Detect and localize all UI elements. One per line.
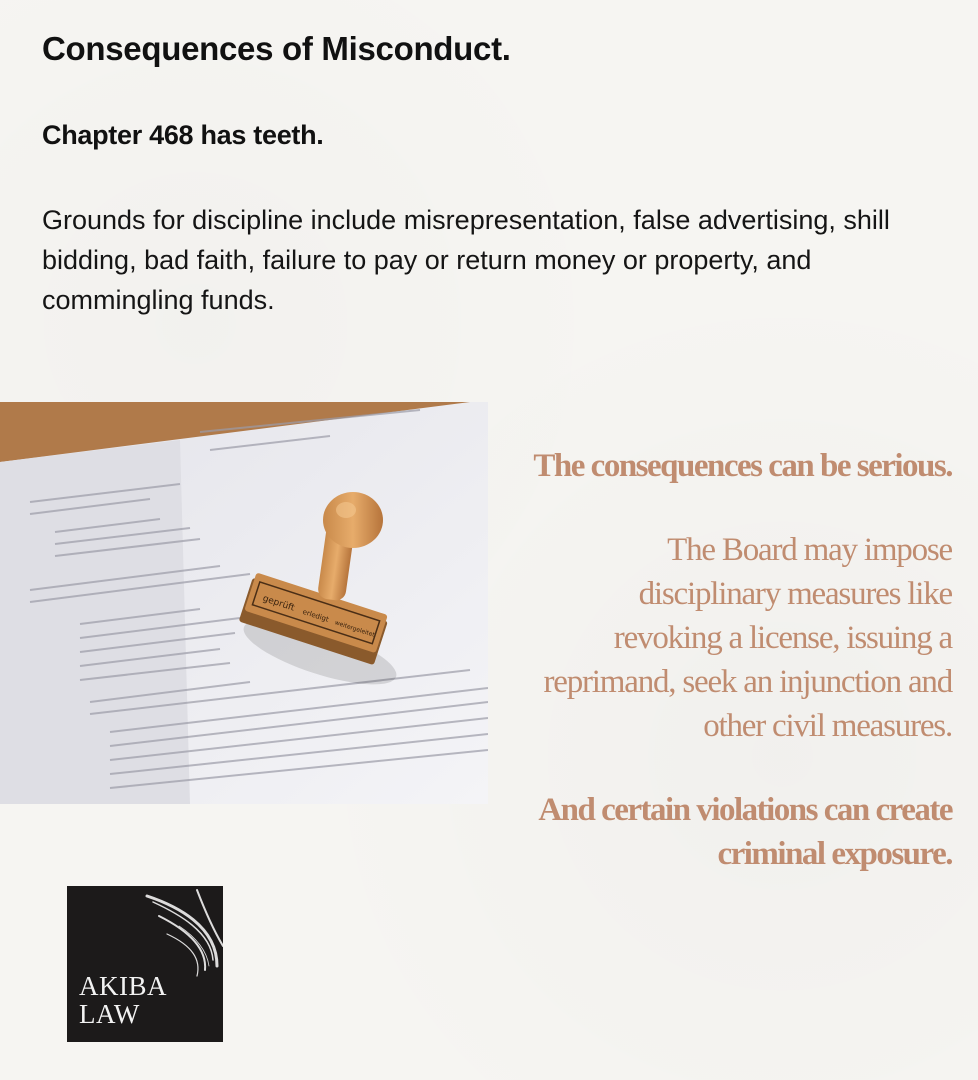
- stamp-word: geprüft: [261, 593, 296, 614]
- stamp-document-photo: [0, 402, 488, 804]
- logo-line-1: AKIBA: [79, 971, 167, 1001]
- consequences-column: [532, 444, 952, 876]
- akiba-law-logo: [67, 886, 223, 1042]
- stamp-word: weitergeleitet: [333, 619, 376, 639]
- consequences-body: The Board may impose disciplinary measures like revoking a license, issuing a reprimand, seek an injunction and other civil measures.: [543, 532, 952, 744]
- stamp-word: erledigt: [301, 607, 330, 624]
- consequences-closing: And certain violations can create criminal exposure.: [538, 792, 952, 872]
- page-subtitle: Chapter 468 has teeth.: [42, 120, 324, 150]
- consequences-headline: The consequences can be serious.: [533, 448, 952, 484]
- logo-wordmark: [79, 972, 167, 1028]
- logo-line-2: LAW: [79, 999, 140, 1029]
- intro-paragraph: Grounds for discipline include misrepresentation, false advertising, shill bidding, bad faith, failure to pay or return money or property, and commingling funds.: [42, 205, 890, 315]
- page-title: Consequences of Misconduct.: [42, 30, 511, 67]
